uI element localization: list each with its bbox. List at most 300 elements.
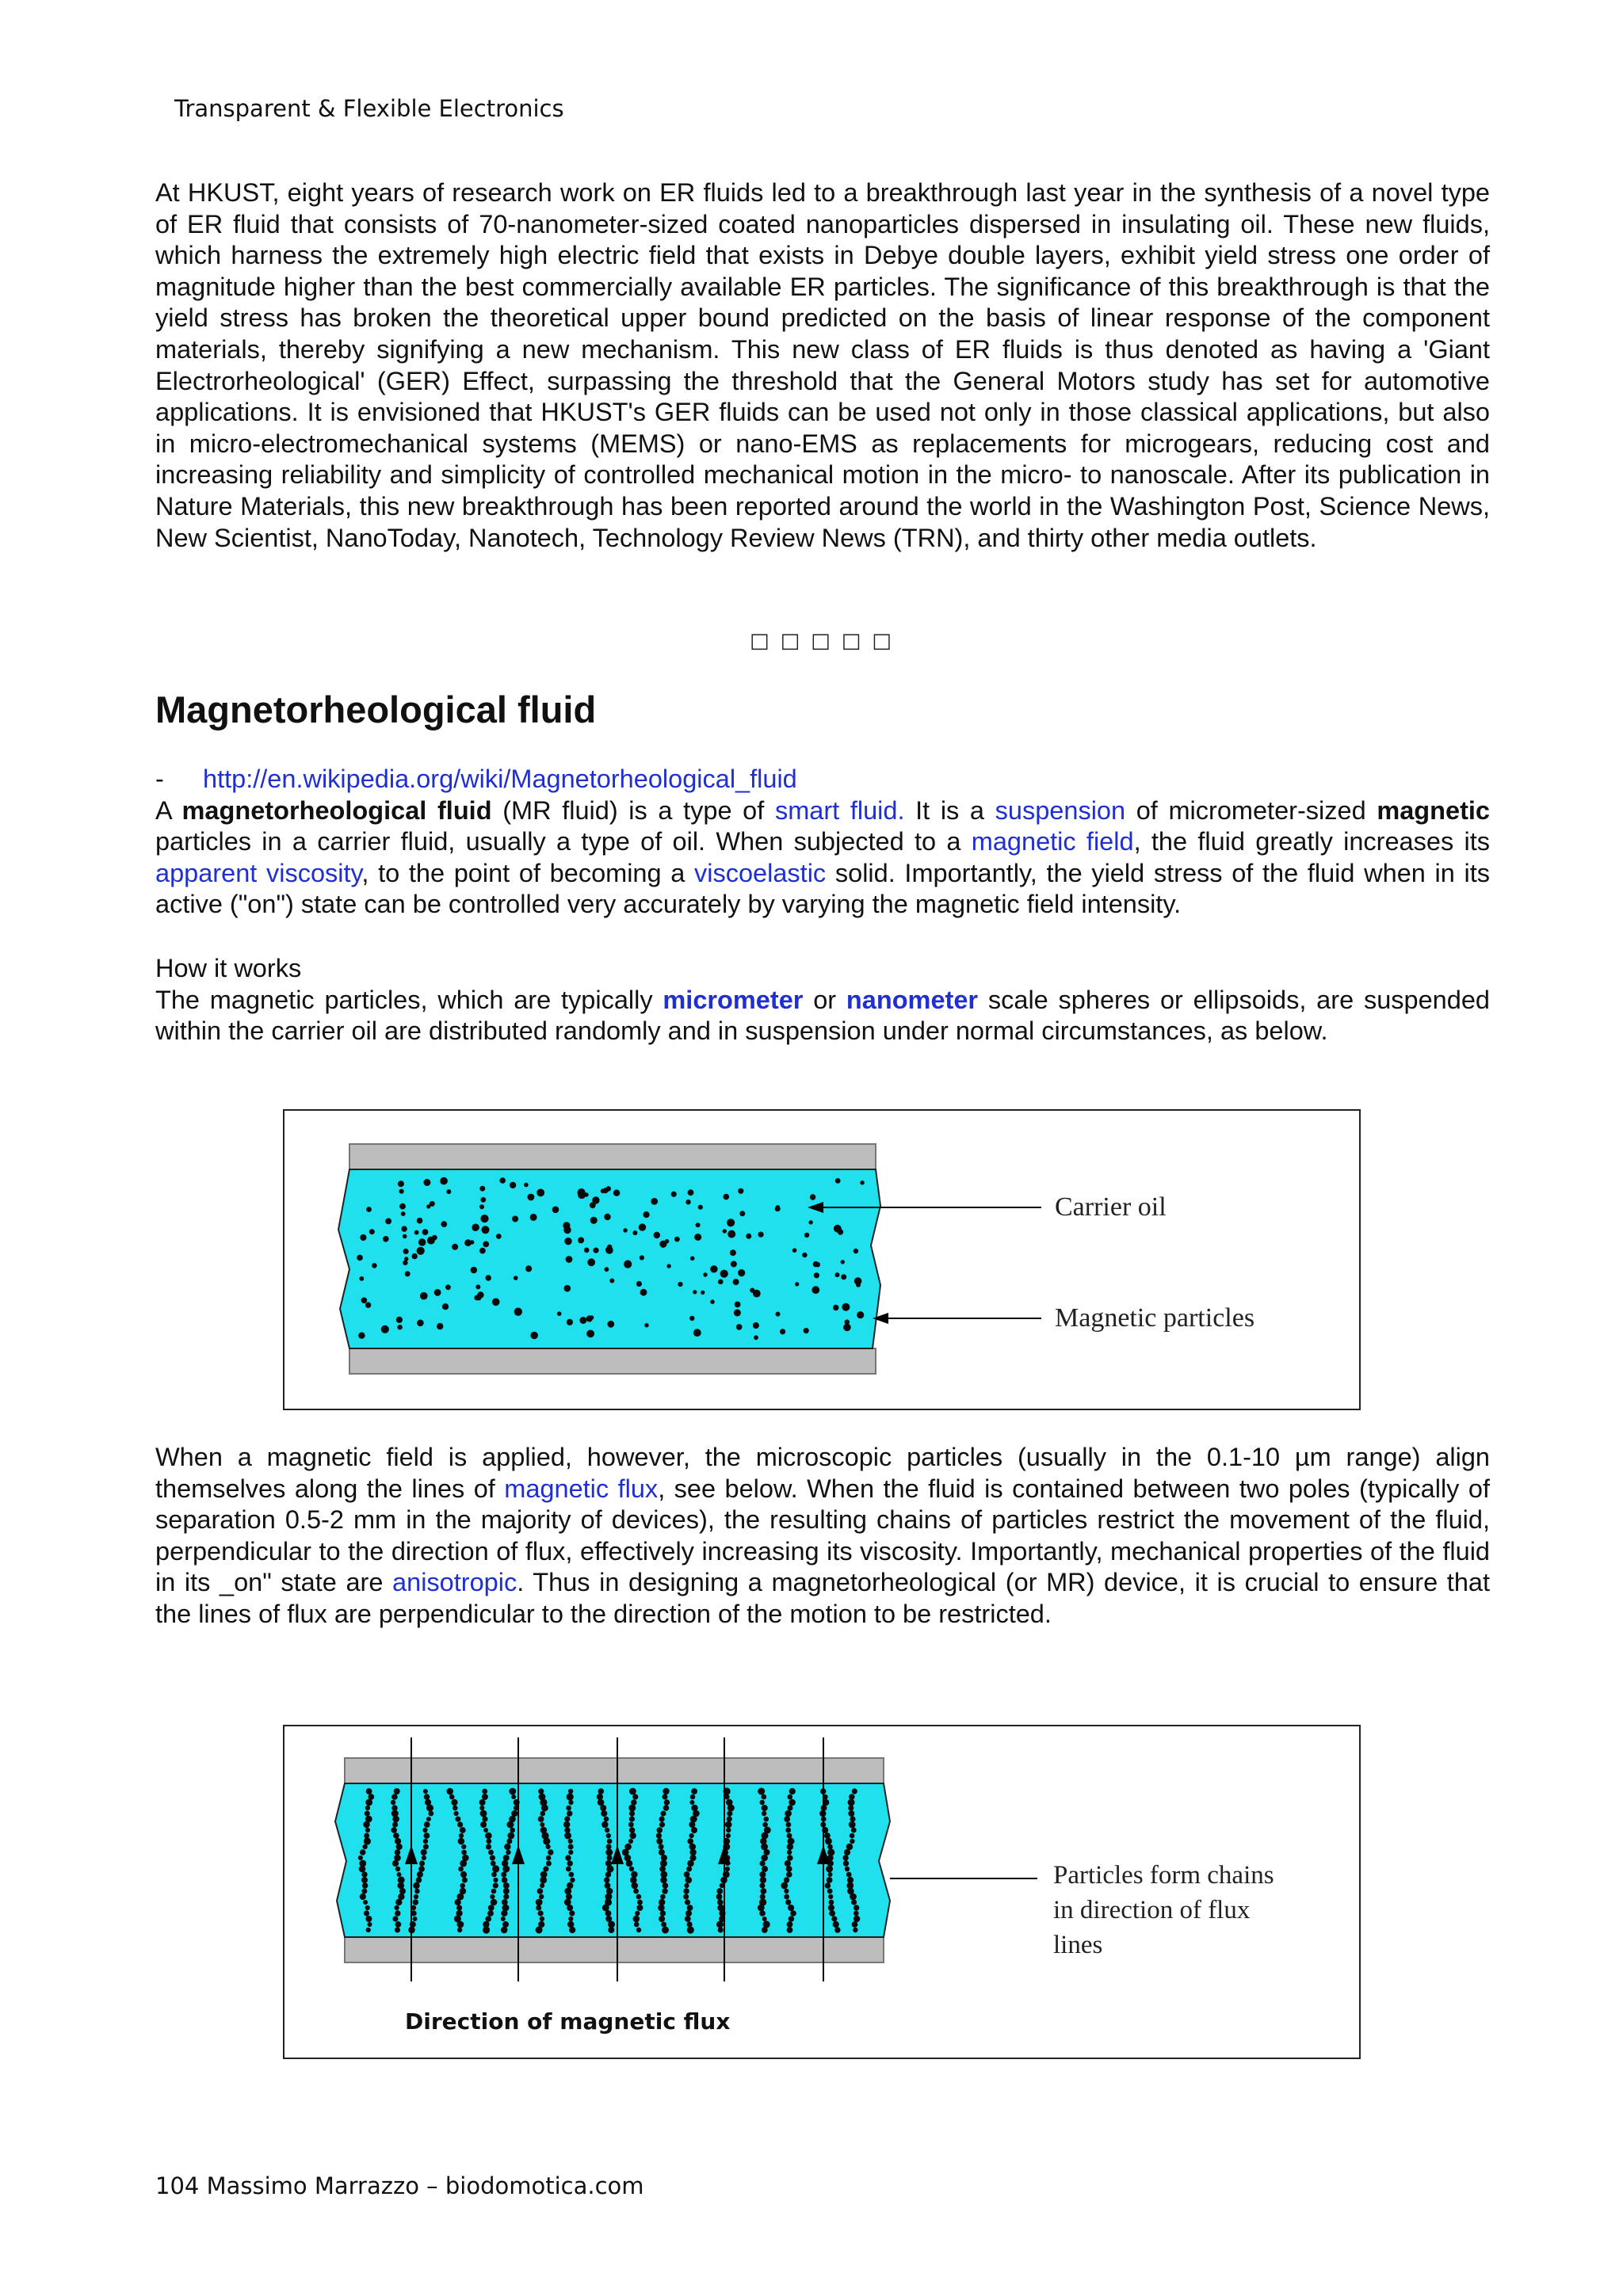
chain-particle <box>690 1794 696 1800</box>
particle-dot <box>671 1192 677 1197</box>
particle-dot <box>579 1317 586 1324</box>
chain-particle <box>786 1871 792 1878</box>
chain-particle <box>637 1900 643 1905</box>
particle-dot <box>731 1261 737 1268</box>
chain-particle <box>491 1861 496 1867</box>
text-run: It is a <box>904 795 995 825</box>
chain-particle <box>482 1789 487 1794</box>
chain-particle <box>636 1905 643 1911</box>
chain-particle <box>760 1877 766 1883</box>
top-plate <box>349 1144 876 1169</box>
chain-particle <box>421 1849 427 1855</box>
particle-dot <box>718 1280 724 1285</box>
text-run: . Thus in designing a magnetorheological (or MR) device, it is crucial to ensure that the lines of flux are perpendicular to the direction of the motion to be restricted. <box>155 1568 1490 1628</box>
particle-dot <box>420 1292 428 1300</box>
chain-particle <box>413 1899 418 1905</box>
particle-dot <box>552 1207 559 1214</box>
chain-particle <box>632 1794 638 1799</box>
chain-particle <box>566 1867 571 1872</box>
particle-dot <box>845 1320 850 1325</box>
link-magnetic-flux[interactable]: magnetic flux <box>504 1474 659 1503</box>
particle-dot <box>401 1211 406 1216</box>
chain-particle <box>725 1821 732 1829</box>
chain-particle <box>423 1839 428 1844</box>
chain-particle <box>568 1839 573 1844</box>
chain-particle <box>503 1882 510 1889</box>
particle-dot <box>690 1257 695 1261</box>
chain-particle <box>660 1910 666 1916</box>
chain-particle <box>392 1916 398 1921</box>
particle-dot <box>417 1218 423 1224</box>
text-run: (MR fluid) is a type of <box>491 795 775 825</box>
particle-dot <box>417 1320 424 1327</box>
label-chains-line2: in direction of flux <box>1053 1896 1251 1924</box>
particle-dot <box>604 1214 610 1220</box>
chain-particle <box>392 1860 399 1867</box>
chain-particle <box>787 1921 793 1928</box>
particle-dot <box>835 1178 841 1184</box>
chain-particle <box>546 1855 552 1861</box>
chain-particle <box>846 1872 852 1878</box>
chain-particle <box>454 1811 459 1816</box>
particle-dot <box>860 1180 864 1184</box>
chain-particle <box>850 1839 854 1844</box>
chain-particle <box>543 1837 550 1844</box>
chain-particle <box>501 1927 508 1934</box>
chain-particle <box>447 1788 454 1795</box>
particle-dot <box>802 1253 807 1257</box>
chain-particle <box>760 1800 765 1805</box>
chain-particle <box>461 1850 467 1855</box>
chain-particle <box>358 1855 363 1860</box>
bottom-pole <box>345 1937 884 1962</box>
chain-particle <box>541 1805 548 1812</box>
particle-dot <box>432 1235 437 1241</box>
particle-dot <box>524 1183 529 1188</box>
chain-particle <box>360 1849 366 1855</box>
chain-particle <box>600 1805 606 1811</box>
chain-particle <box>460 1871 467 1878</box>
particle-dot <box>724 1194 730 1200</box>
term-bold: magnetic <box>1377 795 1490 825</box>
particle-dot <box>397 1325 402 1329</box>
chain-particle <box>424 1833 430 1839</box>
chain-particle <box>759 1871 766 1878</box>
particle-dot <box>486 1275 491 1280</box>
particle-dot <box>423 1179 430 1186</box>
chain-particle <box>540 1822 544 1827</box>
chain-particle <box>503 1855 510 1861</box>
particle-dot <box>405 1271 411 1276</box>
link-apparent-viscosity[interactable]: apparent viscosity <box>155 858 362 887</box>
particle-dot <box>689 1316 694 1321</box>
chain-particle <box>716 1921 724 1928</box>
chain-particle <box>487 1910 494 1917</box>
particle-dot <box>446 1189 451 1194</box>
chain-particle <box>606 1833 611 1838</box>
particle-dot <box>514 1276 518 1280</box>
particle-dot <box>525 1265 532 1272</box>
particle-dot <box>666 1264 670 1268</box>
particle-dot <box>361 1298 368 1304</box>
chain-particle <box>784 1889 789 1894</box>
chain-particle <box>842 1855 848 1860</box>
chain-particle <box>485 1833 492 1840</box>
chain-particle <box>538 1788 544 1794</box>
particle-dot <box>733 1279 739 1285</box>
chain-particle <box>424 1794 430 1800</box>
particle-dot <box>496 1234 502 1239</box>
chain-particle <box>395 1910 400 1916</box>
flux-caption: Direction of magnetic flux <box>405 2008 731 2035</box>
particle-dot <box>654 1232 660 1238</box>
chain-particle <box>418 1866 425 1872</box>
chain-particle <box>825 1882 831 1889</box>
chain-particle <box>827 1844 833 1850</box>
particle-dot <box>710 1265 717 1272</box>
particle-dot <box>440 1177 448 1185</box>
chain-particle <box>851 1828 857 1833</box>
particle-dot <box>414 1230 419 1235</box>
particle-dot <box>804 1328 809 1333</box>
chain-particle <box>568 1917 573 1921</box>
particle-dot <box>417 1247 425 1255</box>
particle-dot <box>430 1201 435 1207</box>
particle-dot <box>510 1182 516 1188</box>
particle-dot <box>734 1310 741 1317</box>
chain-particle <box>570 1878 575 1882</box>
chain-particle <box>488 1850 494 1855</box>
term-bold: magnetorheological fluid <box>181 795 492 825</box>
chain-particle <box>543 1866 548 1871</box>
chain-particle <box>394 1788 400 1794</box>
chain-particle <box>628 1822 634 1828</box>
particle-dot <box>727 1219 735 1226</box>
chain-particle <box>539 1894 544 1899</box>
chain-particle <box>664 1799 670 1805</box>
chain-particle <box>636 1894 642 1900</box>
particle-dot <box>643 1211 650 1218</box>
chain-particle <box>784 1877 789 1882</box>
chain-particle <box>663 1805 670 1811</box>
chain-particle <box>366 1928 371 1932</box>
chain-particle <box>659 1844 664 1850</box>
particle-dot <box>398 1180 404 1187</box>
chain-particle <box>493 1882 498 1888</box>
link-suspension[interactable]: suspension <box>995 795 1126 825</box>
chain-particle <box>844 1849 850 1855</box>
chain-particle <box>849 1821 856 1829</box>
chain-particle <box>788 1794 793 1800</box>
particle-dot <box>480 1197 486 1203</box>
chain-particle <box>785 1899 791 1905</box>
particle-dot <box>736 1324 743 1330</box>
particle-dot <box>739 1211 745 1216</box>
text-run: of micrometer-sized <box>1125 795 1377 825</box>
chain-particle <box>608 1927 614 1933</box>
chain-particle <box>787 1850 792 1855</box>
particle-dot <box>537 1189 544 1197</box>
chain-particle <box>848 1799 855 1806</box>
chain-particle <box>761 1794 766 1800</box>
chain-particle <box>359 1866 366 1873</box>
chain-particle <box>762 1917 767 1921</box>
chain-particle <box>540 1917 544 1921</box>
particle-dot <box>358 1333 365 1339</box>
chain-particle <box>726 1828 731 1833</box>
chain-particle <box>361 1877 368 1883</box>
text-run: , to the point of becoming a <box>361 858 695 887</box>
particle-dot <box>758 1232 764 1238</box>
particle-dot <box>754 1335 758 1340</box>
link-magnetic-field[interactable]: magnetic field <box>971 827 1134 856</box>
chain-particle <box>501 1917 506 1921</box>
particle-dot <box>564 1285 571 1292</box>
figure-particles-chains <box>283 1725 1361 2059</box>
chain-particle <box>727 1816 732 1821</box>
chain-particle <box>716 1888 723 1894</box>
chain-particle <box>393 1833 399 1839</box>
chain-particle <box>851 1900 857 1905</box>
chain-particle <box>502 1905 510 1912</box>
particle-dot <box>360 1234 366 1241</box>
particle-dot <box>399 1189 404 1194</box>
chain-particle <box>536 1899 543 1906</box>
chain-particle <box>785 1810 792 1817</box>
chain-particle <box>426 1805 433 1812</box>
chain-particle <box>538 1910 544 1916</box>
chain-particle <box>850 1833 855 1839</box>
chain-particle <box>424 1821 430 1828</box>
chain-particle <box>761 1888 767 1894</box>
chain-particle <box>687 1905 693 1911</box>
particle-dot <box>470 1240 474 1244</box>
particle-dot <box>841 1260 845 1264</box>
text-run: The magnetic particles, which are typically <box>155 985 663 1014</box>
chain-particle <box>684 1883 689 1888</box>
particle-dot <box>854 1249 858 1253</box>
chain-particle <box>491 1889 497 1894</box>
chain-particle <box>493 1878 498 1882</box>
chain-particle <box>828 1872 833 1877</box>
particle-dot <box>685 1199 690 1204</box>
particle-dot <box>366 1207 372 1212</box>
particle-dot <box>359 1276 364 1281</box>
particle-dot <box>640 1289 647 1296</box>
chain-particle <box>458 1867 464 1872</box>
chain-particle <box>633 1889 639 1894</box>
chain-particle <box>831 1916 837 1921</box>
chain-particle <box>414 1894 418 1899</box>
particle-dot <box>815 1262 820 1267</box>
chain-particle <box>829 1900 834 1905</box>
chain-particle <box>565 1855 571 1860</box>
chain-particle <box>636 1928 641 1932</box>
chain-particle <box>634 1922 640 1928</box>
chain-particle <box>601 1810 607 1817</box>
chain-particle <box>663 1794 668 1800</box>
particle-dot <box>477 1291 483 1298</box>
particle-dot <box>578 1188 586 1196</box>
chain-particle <box>490 1894 495 1899</box>
page-footer: 104 Massimo Marrazzo – biodomotica.com <box>155 2172 644 2199</box>
link-nanometer[interactable]: nanometer <box>846 985 979 1014</box>
particle-dot <box>746 1234 751 1239</box>
chain-particle <box>548 1849 553 1855</box>
chain-particle <box>426 1817 431 1821</box>
text-run: , the fluid greatly increases its <box>1133 827 1490 856</box>
particle-dot <box>442 1303 449 1310</box>
chain-particle <box>422 1855 426 1860</box>
link-viscoelastic[interactable]: viscoelastic <box>694 858 827 887</box>
chain-particle <box>363 1821 369 1828</box>
chain-particle <box>501 1872 506 1878</box>
particle-dot <box>479 1204 484 1209</box>
chain-particle <box>413 1917 418 1921</box>
particle-dot <box>584 1248 590 1253</box>
chain-particle <box>417 1871 423 1878</box>
particle-dot <box>403 1261 407 1265</box>
chain-particle <box>455 1899 461 1905</box>
text-run: particles in a carrier fluid, usually a type of oil. When subjected to a <box>155 827 972 856</box>
chain-particle <box>506 1839 512 1844</box>
particle-dot <box>841 1274 846 1280</box>
figure-particles-random <box>283 1109 1361 1410</box>
chain-particle <box>629 1827 635 1833</box>
particle-dot <box>812 1286 819 1294</box>
particle-dot <box>857 1311 864 1318</box>
chain-particle <box>825 1838 832 1845</box>
chain-particle <box>604 1877 609 1882</box>
chain-particle <box>416 1877 422 1883</box>
chain-particle <box>503 1894 509 1899</box>
chain-particle <box>827 1877 833 1883</box>
particle-dot <box>834 1225 842 1233</box>
chain-particle <box>483 1926 490 1933</box>
chain-particle <box>502 1866 510 1873</box>
chain-particle <box>786 1866 792 1872</box>
particle-dot <box>701 1291 705 1295</box>
chain-particle <box>362 1844 367 1849</box>
chain-particle <box>607 1855 613 1861</box>
particle-dot <box>483 1241 489 1248</box>
chain-particle <box>365 1799 372 1806</box>
chain-particle <box>540 1811 546 1817</box>
chain-particle <box>789 1788 796 1794</box>
chain-particle <box>487 1839 492 1844</box>
chain-particle <box>605 1871 611 1877</box>
chain-particle <box>567 1921 574 1928</box>
particle-dot <box>738 1269 745 1276</box>
particle-dot <box>357 1255 363 1261</box>
chain-particle <box>395 1849 401 1855</box>
chain-particle <box>661 1811 666 1817</box>
chain-particle <box>629 1788 636 1795</box>
chain-particle <box>602 1905 609 1912</box>
intro-paragraph: At HKUST, eight years of research work on ER fluids led to a breakthrough last year in the synthesis of a novel type of ER fluid that consists of 70-nanometer-sized coated nanoparticles dispersed in insulating oil. These new fluids, which harness the extremely high electric field that exists in Debye double layers, exhibit yield stress one order of magnitude higher than the best commercially available ER particles. The significance of this breakthrough is that the yield stress has broken the theoretical upper bound predicted on the basis of linear response of the component materials, thereby signifying a new mechanism. This new class of ER fluids is thus denoted as having a 'Giant Electrorheological' (GER) Effect, surpassing the threshold that the General Motors study has set for automotive applications. It is envisioned that HKUST's GER fluids can be used not only in those classical applications, but also in micro-electromechanical systems (MEMS) or nano-EMS as replacements for microgears, reducing cost and increasing reliability and simplicity of controlled mechanical motion in the micro- to nanoscale. After its publication in Nature Materials, this new breakthrough has been reported around the world in the Washington Post, Science News, New Scientist, NanoToday, Nanotech, Technology Review News (TRN), and thirty other media outlets. <box>155 178 1490 552</box>
chain-particle <box>629 1816 635 1821</box>
particle-dot <box>730 1249 736 1256</box>
particle-dot <box>401 1226 407 1231</box>
chain-particle <box>491 1872 497 1878</box>
chain-particle <box>502 1921 509 1928</box>
particle-dot <box>372 1263 377 1268</box>
chain-particle <box>633 1916 640 1923</box>
particle-dot <box>445 1284 451 1290</box>
chain-particle <box>658 1905 665 1912</box>
chain-particle <box>361 1871 367 1877</box>
chain-particle <box>453 1806 458 1811</box>
chain-particle <box>659 1821 665 1827</box>
particle-dot <box>418 1238 426 1245</box>
chain-particle <box>568 1800 573 1805</box>
chain-particle <box>399 1888 406 1894</box>
particle-dot <box>587 1258 595 1266</box>
link-micrometer[interactable]: micrometer <box>663 985 804 1014</box>
particle-dot <box>651 1198 658 1205</box>
chain-particle <box>663 1882 669 1889</box>
link-anisotropic[interactable]: anisotropic <box>392 1568 517 1597</box>
source-link[interactable]: http://en.wikipedia.org/wiki/Magnetorheological_fluid <box>203 765 797 793</box>
chain-particle <box>717 1899 724 1905</box>
chain-particle <box>605 1828 609 1833</box>
chain-particle <box>461 1844 466 1849</box>
particle-dot <box>564 1238 571 1245</box>
particle-dot <box>613 1190 620 1196</box>
chain-particle <box>629 1833 636 1839</box>
chain-particle <box>365 1905 370 1910</box>
particle-dot <box>383 1236 389 1242</box>
particle-dot <box>678 1282 682 1287</box>
chain-particle <box>395 1899 402 1905</box>
chain-particle <box>833 1921 839 1928</box>
particle-dot <box>403 1234 407 1239</box>
chain-particle <box>785 1860 791 1867</box>
chain-particle <box>597 1794 603 1800</box>
top-pole <box>345 1758 884 1783</box>
chain-particle <box>785 1828 791 1833</box>
particle-dot <box>842 1303 850 1311</box>
chain-particle <box>391 1827 397 1833</box>
particle-dot <box>753 1290 761 1298</box>
chain-particle <box>848 1810 854 1817</box>
chain-particle <box>395 1928 400 1933</box>
chain-particle <box>687 1860 693 1867</box>
particle-dot <box>843 1324 851 1332</box>
section-title: Magnetorheological fluid <box>155 688 597 730</box>
chain-particle <box>660 1860 667 1867</box>
chain-particle <box>659 1916 665 1922</box>
chain-particle <box>428 1811 433 1817</box>
chain-particle <box>507 1833 514 1840</box>
chain-particle <box>568 1844 574 1850</box>
chain-particle <box>852 1788 857 1794</box>
link-smart-fluid[interactable]: smart fluid. <box>774 795 905 825</box>
particle-dot <box>404 1257 408 1261</box>
how-it-works-block <box>155 953 1490 1047</box>
chain-particle <box>457 1921 464 1928</box>
particle-dot <box>369 1229 375 1234</box>
chain-particle <box>787 1855 793 1861</box>
chain-particle <box>479 1806 484 1810</box>
chain-particle <box>413 1882 419 1889</box>
chain-particle <box>365 1806 370 1810</box>
particle-dot <box>566 1256 573 1263</box>
chain-particle <box>629 1867 634 1871</box>
particle-dot <box>605 1267 609 1272</box>
chain-particle <box>829 1910 835 1917</box>
chain-particle <box>365 1811 370 1817</box>
